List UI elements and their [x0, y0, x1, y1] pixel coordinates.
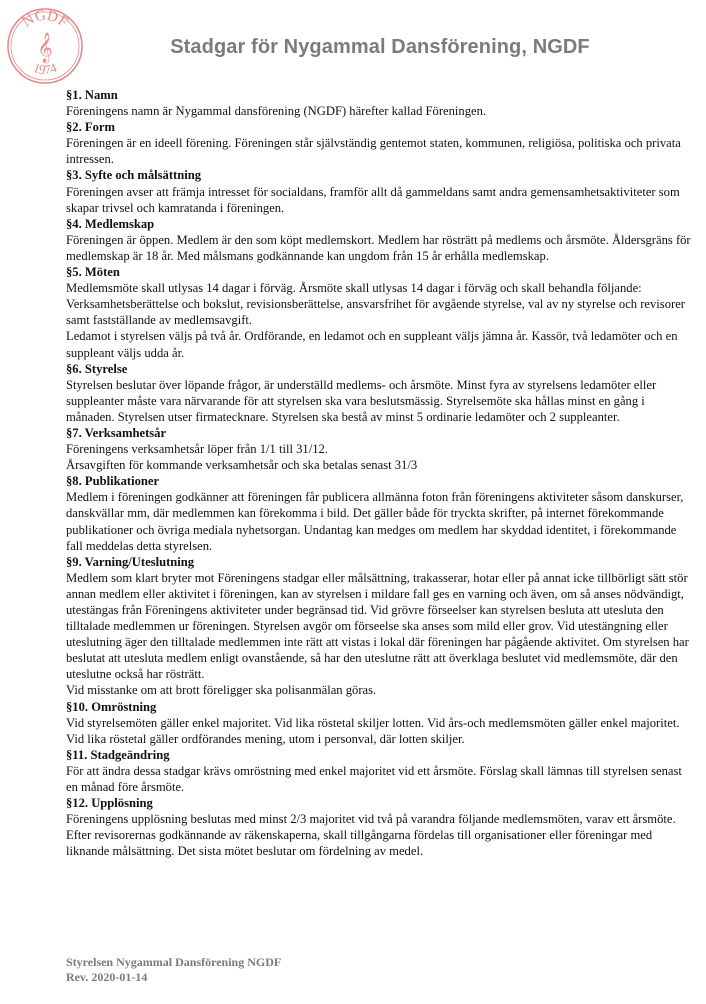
section [66, 119, 696, 167]
section-paragraph: Medlem i föreningen godkänner att föreningen får publicera allmänna foton från föreningens aktiviteter såsom danskurser, danskvällar mm, där medlemmen kan förekomma i bild. Det gäller både för tryckta skrifter, på internet förekommande publikationer och övriga mediala nyhetsorgan. Undantag kan medges om medlem har skyddad identitet, i förekommande fall meddelas detta styrelsen. [66, 490, 684, 553]
section-paragraph: För att ändra dessa stadgar krävs omröstning med enkel majoritet vid ett årsmöte. Förslag skall lämnas till styrelsen senast en månad före årsmöte. [66, 763, 682, 795]
svg-text:NGDF [20, 8, 71, 31]
section-heading: §3. Syfte och målsättning [66, 168, 202, 183]
document-title: Stadgar för Nygammal Dansförening, NGDF [170, 36, 590, 58]
section [66, 167, 696, 215]
section [66, 699, 696, 747]
footer-revision-line: Rev. 2020-01-14 [66, 970, 148, 984]
section-paragraph: Vid styrelsemöten gäller enkel majoritet. Vid lika röstetal skiljer lotten. Vid års-och medlemsmöten gäller enkel majoritet. Vid lika röstetal gäller ordförandes mening, utom i personval, där lotten skiljer. [66, 715, 680, 746]
section-paragraph: Medlem som klart bryter mot Föreningens stadgar eller målsättning, trakasserar, hotar eller på annat icke tillbörligt sätt stör annan medlem eller aktivitet i föreningen, kan av styrelsen i mildare fall ges en varning och även, om så anses nödvändigt, utestängas från Föreningens aktiviteter under begränsad tid. Vid grövre förseelser kan styrelsen besluta att utesluta den tilltalade medlemmen ur föreningen. Styrelsen avgör om förseelse ska anses som mild eller grov. Vid utestängning eller uteslutning äger den tilltalade medlemmen inte rätt att vistas i lokal där föreningen har pågående aktivitet. Om styrelsen har beslutat att utesluta medlem enligt ovanstående, så har den uteslutne rätt att överklaga beslutet vid medlemsmöte, där den uteslutne också har rösträtt. [66, 570, 689, 682]
section [66, 425, 696, 473]
section-paragraph: Årsavgiften för kommande verksamhetsår och ska betalas senast 31/3 [66, 458, 418, 473]
section-heading: §4. Medlemskap [66, 216, 155, 231]
section-paragraph: Föreningens upplösning beslutas med minst 2/3 majoritet vid två på varandra följande medlemsmöten, varav ett årsmöte. Efter revisorernas godkännande av räkenskaperna, skall tillgångarna fördelas till organisationer eller föreningar med liknande målsättning. Det sista mötet beslutar om fördelning av medel. [66, 812, 676, 859]
section-heading: §2. Form [66, 120, 115, 135]
section [66, 747, 696, 795]
section [66, 264, 696, 361]
section-heading: §5. Möten [66, 265, 120, 280]
section-paragraph: Ledamot i styrelsen väljs på två år. Ordförande, en ledamot och en suppleant väljs jämna år. Kassör, två ledamöter och en suppleant väljs udda år. [66, 329, 678, 360]
section-paragraph: Föreningens verksamhetsår löper från 1/1 till 31/12. [66, 442, 328, 457]
section-heading: §7. Verksamhetsår [66, 425, 167, 440]
section-paragraph: Föreningen är en ideell förening. Föreningen står självständig gentemot staten, kommunen, religiösa, politiska och privata intressen. [66, 136, 681, 167]
section-heading: §11. Stadgeändring [66, 747, 170, 762]
statutes-content [66, 87, 696, 860]
svg-text:𝄞: 𝄞 [37, 33, 53, 63]
logo-text-bottom: 1974 [31, 59, 59, 78]
treble-clef-icon [37, 32, 52, 64]
ngdf-logo [5, 6, 85, 86]
section [66, 216, 696, 264]
section [66, 87, 696, 119]
section-heading: §1. Namn [66, 88, 118, 102]
section-paragraph: Styrelsen beslutar över löpande frågor, är underställd medlems- och årsmöte. Minst fyra av styrelsens ledamöter eller suppleanter måste vara närvarande för att styrelsen ska vara beslutsmässig. Styrelsemöte ska hållas minst en gång i månaden. Styrelsen utser firmatecknare. Styrelsen ska bestå av minst 5 ordinarie ledamöter och 2 suppleanter. [66, 377, 657, 424]
footer-board-line: Styrelsen Nygammal Dansförening NGDF [66, 955, 282, 969]
section-paragraph: Föreningen är öppen. Medlem är den som köpt medlemskort. Medlem har rösträtt på medlems och årsmöte. Åldersgräns för medlemskap är 18 år. Med målsmans godkännande kan ungdom från 15 år erhålla medlemskap. [66, 232, 691, 263]
section-heading: §10. Omröstning [66, 699, 157, 714]
section-paragraph: Medlemsmöte skall utlysas 14 dagar i förväg. Årsmöte skall utlysas 14 dagar i förväg och skall behandla följande: Verksamhetsberättelse och bokslut, revisionsberättelse, ansvarsfrihet för avgående styrelse, val av ny styrelse och revisorer samt fastställande av medlemsavgift. [66, 281, 685, 328]
logo-text-top: NGDF [19, 7, 71, 31]
section [66, 473, 696, 553]
section-heading: §6. Styrelse [66, 361, 128, 376]
section-heading: §8. Publikationer [66, 474, 160, 489]
section-paragraph: Vid misstanke om att brott föreligger ska polisanmälan göras. [66, 683, 377, 698]
section-paragraph: Föreningens namn är Nygammal dansförening (NGDF) härefter kallad Föreningen. [66, 104, 487, 119]
section [66, 554, 696, 699]
section-heading: §9. Varning/Uteslutning [66, 554, 195, 569]
section [66, 361, 696, 425]
section-heading: §12. Upplösning [66, 796, 153, 811]
document-footer [66, 955, 281, 985]
section [66, 795, 696, 859]
section-paragraph: Föreningen avser att främja intresset för socialdans, framför allt då gammeldans samt andra gemensamhetsaktiviteter som skapar trivsel och kamratanda i föreningen. [66, 184, 680, 215]
